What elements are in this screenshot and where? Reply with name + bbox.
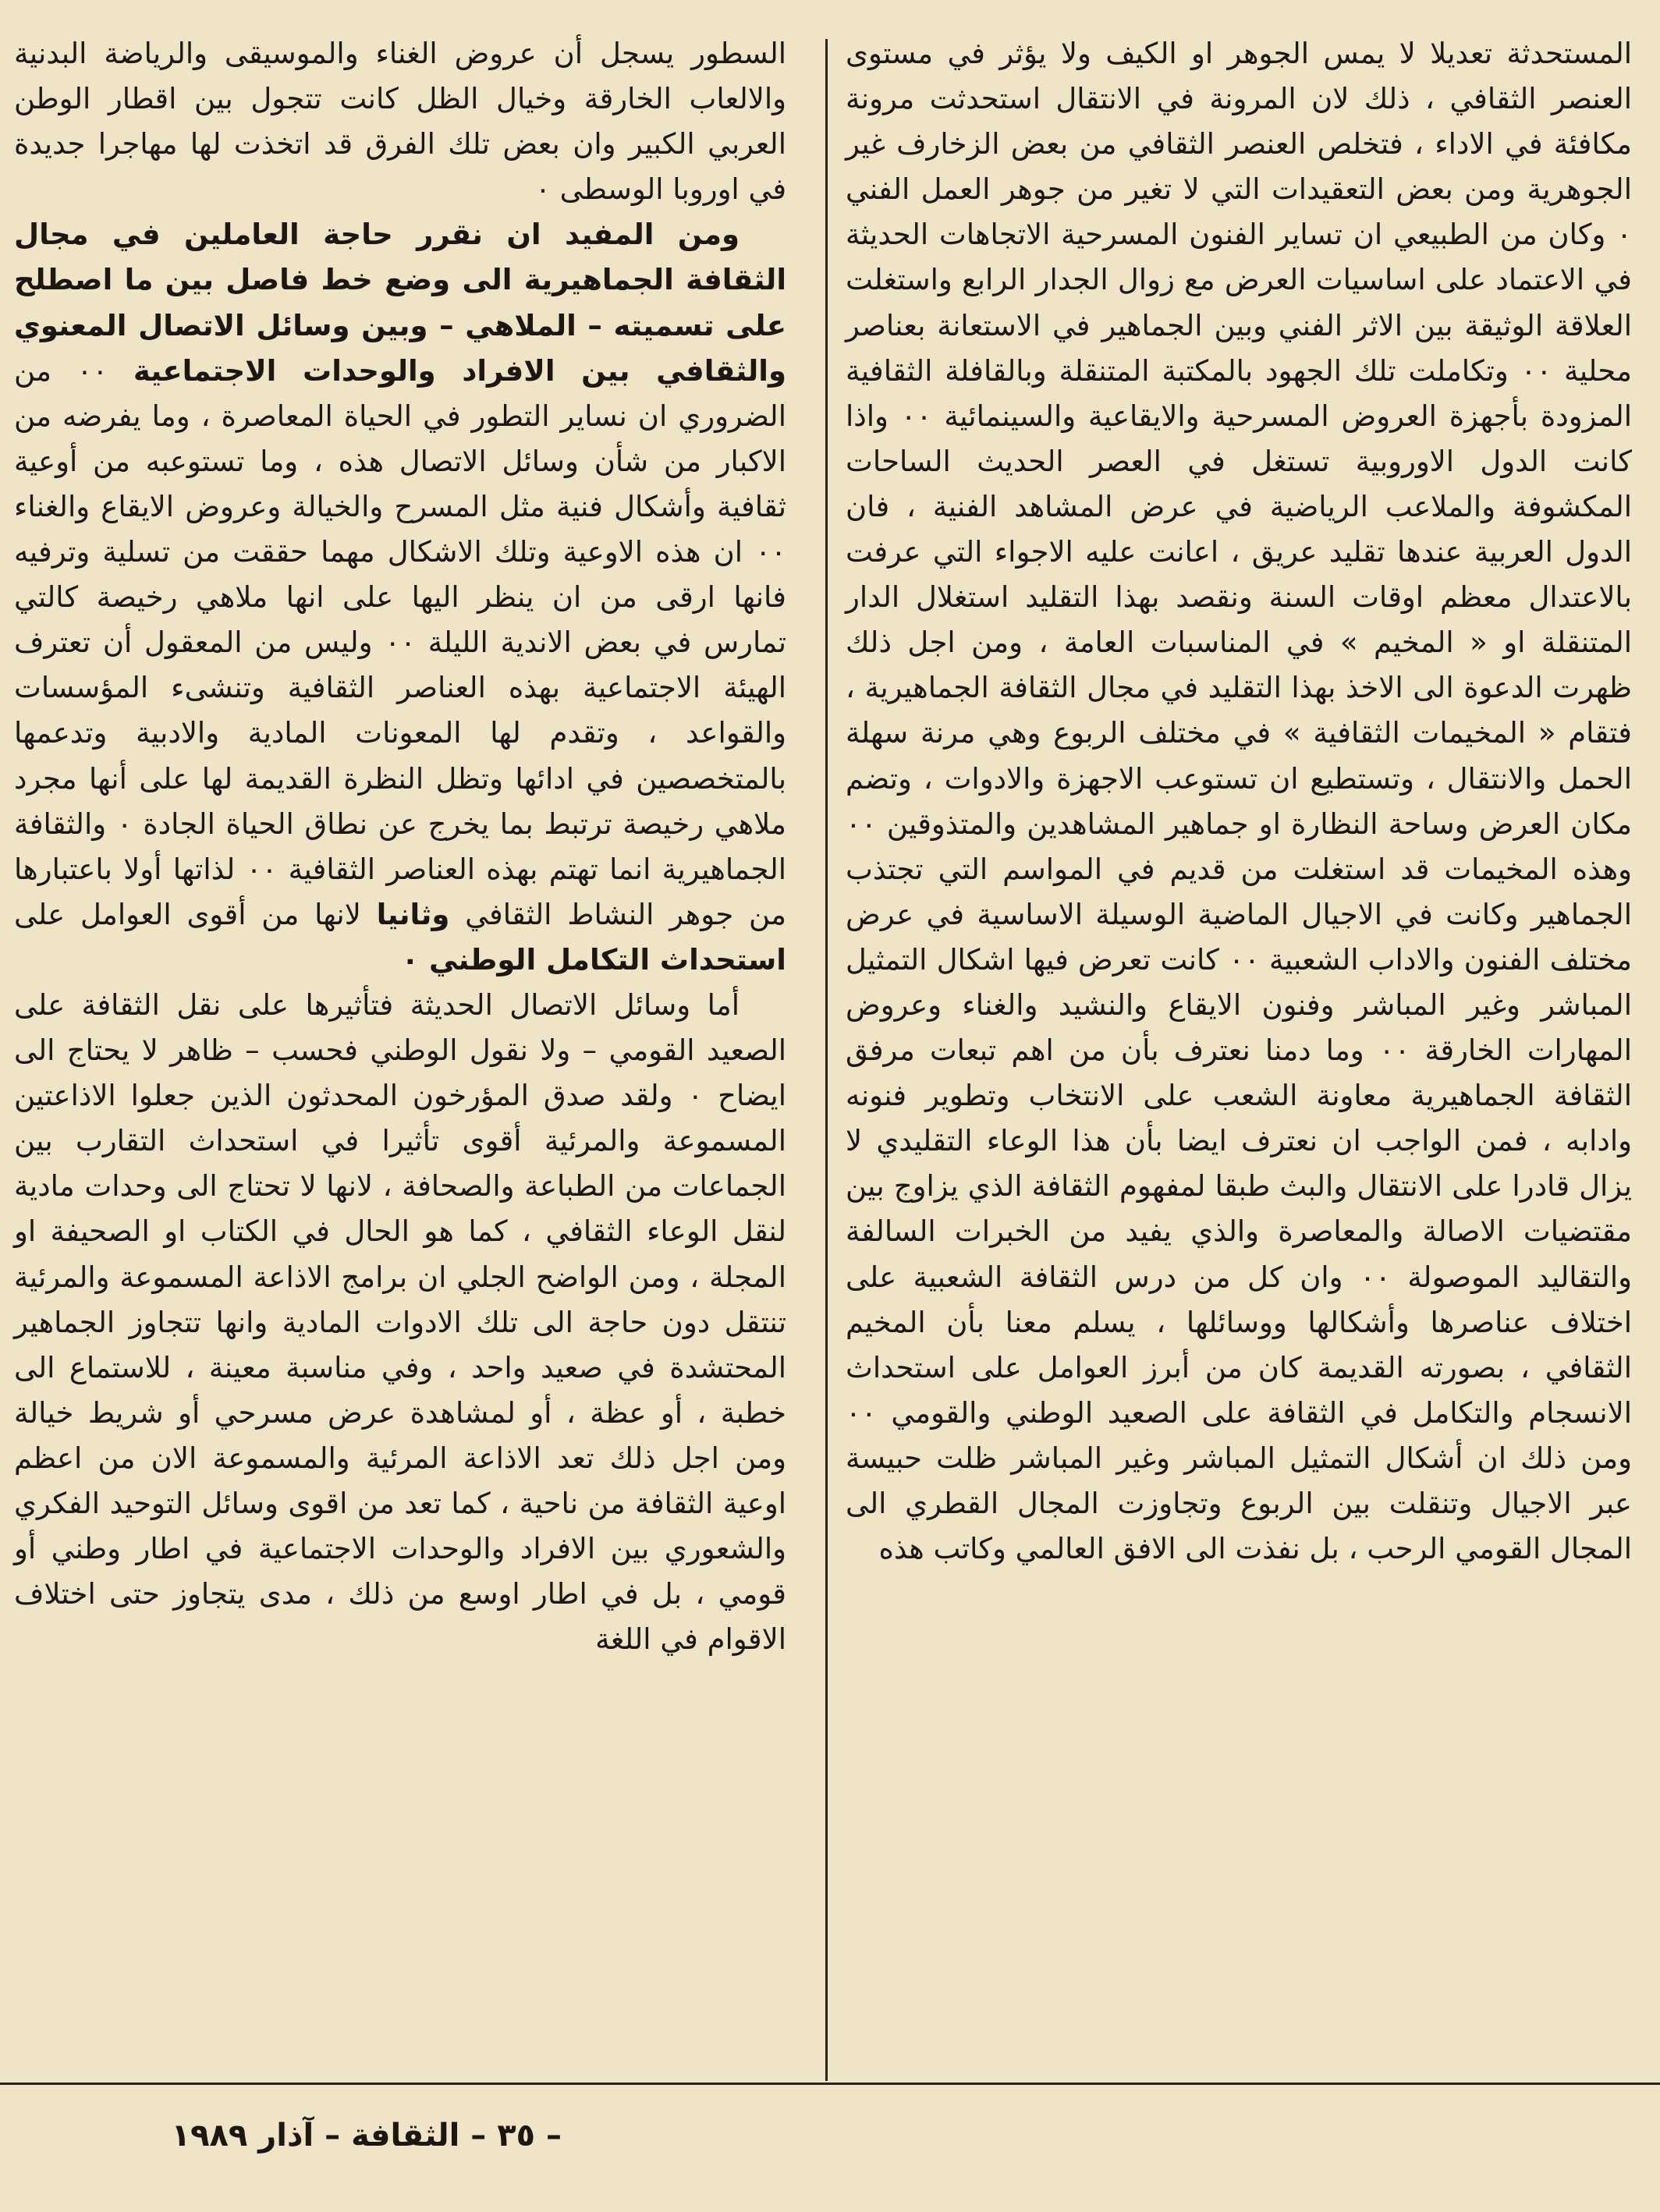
footer-rule: [0, 2083, 1660, 2085]
paragraph: السطور يسجل أن عروض الغناء والموسيقى والرياضة البدنية والالعاب الخارقة وخيال الظل كانت تتجول بين اقطار الوطن العربي الكبير وان بعض تلك الفرق قد اتخذت لها مهاجرا جديدة في اوروبا الوسطى ٠: [14, 37, 786, 207]
paragraph: أما وسائل الاتصال الحديثة فتأثيرها على نقل الثقافة على الصعيد القومي – ولا نقول الوطني فحسب – ظاهر لا يحتاج الى ايضاح ٠ ولقد صدق المؤرخون المحدثون الذين جعلوا الاذاعتين المسموعة والمرئية أقوى تأثيرا في استحداث التقارب بين الجماعات من الطباعة والصحافة ، لانها لا تحتاج الى وحدات مادية لنقل الوعاء الثقافي ، كما هو الحال في الكتاب او الصحيفة او المجلة ، ومن الواضح الجلي ان برامج الاذاعة المسموعة والمرئية تنتقل دون حاجة الى تلك الادوات المادية وانها تتجاوز الجماهير المحتشدة في صعيد واحد ، وفي مناسبة معينة ، للاستماع الى خطبة ، أو عظة ، أو لمشاهدة عرض مسرحي أو شريط خيالة ومن اجل ذلك تعد الاذاعة المرئية والمسموعة الان من اعظم اوعية الثقافة من ناحية ، كما تعد من اقوى وسائل التوحيد الفكري والشعوري بين الافراد والوحدات الاجتماعية في اطار وطني أو قومي ، بل في اطار اوسع من ذلك ، مدى يتجاوز حتى اختلاف الاقوام في اللغة: [14, 987, 786, 1657]
bold-text: استحداث التكامل الوطني ٠: [401, 942, 786, 977]
article-column-left: [14, 31, 786, 1662]
paragraph: [14, 212, 786, 983]
text-run: لانها من أقوى العوامل على: [14, 897, 377, 931]
bold-text: ومن المفيد ان نقرر حاجة العاملين في مجال الثقافة الجماهيرية الى وضع خط فاصل بين ما اصطلح على تسميته – الملاهي – وبين وسائل الاتصال المعنوي والثقافي بين الافراد والوحدات الاجتماعية: [14, 218, 786, 388]
article-column-right: [846, 31, 1632, 1572]
text-run: ٠٠ من الضروري ان نساير التطور في الحياة المعاصرة ، وما يفرضه من الاكبار من شأن وسائل الاتصال هذه ، وما تستوعبه من أوعية ثقافية وأشكال فنية مثل المسرح والخيالة وعروض الايقاع والغناء ٠٠ ان هذه الاوعية وتلك الاشكال مهما حققت من تسلية وترفيه فانها ارقى من ان ينظر اليها على انها ملاهي رخيصة كالتي تمارس في بعض الاندية الليلة ٠٠ وليس من المعقول أن تعترف الهيئة الاجتماعية بهذه العناصر الثقافية وتنشىء المؤسسات والقواعد ، وتقدم لها المعونات المادية والادبية وتدعمها بالمتخصصين في ادائها وتظل النظرة القديمة لها على أنها مجرد ملاهي رخيصة ترتبط بما يخرج عن نطاق الحياة الجادة ٠ والثقافة الجماهيرية انما تهتم بهذه العناصر الثقافية ٠٠ لذاتها أولا باعتبارها من جوهر النشاط الثقافي: [14, 353, 786, 931]
bold-text: وثانيا: [376, 897, 450, 931]
column-divider: [825, 39, 828, 2081]
paragraph: المستحدثة تعديلا لا يمس الجوهر او الكيف ولا يؤثر في مستوى العنصر الثقافي ، ذلك لان المرونة في الانتقال استحدثت مرونة مكافئة في الاداء ، فتخلص العنصر الثقافي من بعض الزخارف غير الجوهرية ومن بعض التعقيدات التي لا تغير من جوهر العمل الفني ٠ وكان من الطبيعي ان تساير الفنون المسرحية الاتجاهات الحديثة في الاعتماد على اساسيات العرض مع زوال الجدار الرابع واستغلت العلاقة الوثيقة بين الاثر الفني وبين الجماهير في الاستعانة بعناصر محلية ٠٠ وتكاملت تلك الجهود بالمكتبة المتنقلة وبالقافلة الثقافية المزودة بأجهزة العروض المسرحية والايقاعية والسينمائية ٠٠ واذا كانت الدول الاوروبية تستغل في العصر الحديث الساحات المكشوفة والملاعب الرياضية في عرض المشاهد الفنية ، فان الدول العربية عندها تقليد عريق ، اعانت عليه الاجواء التي عرفت بالاعتدال معظم اوقات السنة ونقصد بهذا التقليد استغلال الدار المتنقلة او « المخيم » في المناسبات العامة ، ومن اجل ذلك ظهرت الدعوة الى الاخذ بهذا التقليد في مجال الثقافة الجماهيرية ، فتقام « المخيمات الثقافية » في مختلف الربوع وهي مرنة سهلة الحمل والانتقال ، وتستطيع ان تستوعب الاجهزة والادوات ، وتضم مكان العرض وساحة النظارة او جماهير المشاهدين والمتذوقين ٠٠ وهذه المخيمات قد استغلت من قديم في المواسم التي تجتذب الجماهير وكانت في الاجيال الماضية الوسيلة الاساسية في عرض مختلف الفنون والاداب الشعبية ٠٠ كانت تعرض فيها اشكال التمثيل المباشر وغير المباشر وفنون الايقاع والنشيد والغناء وعروض المهارات الخارقة ٠٠ وما دمنا نعترف بأن من اهم تبعات مرفق الثقافة الجماهيرية معاونة الشعب على الانتخاب وتطوير فنونه وادابه ، فمن الواجب ان نعترف ايضا بأن هذا الوعاء التقليدي لا يزال قادرا على الانتقال والبث طبقا لمفهوم الثقافة الذي يزاوج بين مقتضيات الاصالة والمعاصرة والذي يفيد من الخبرات السالفة والتقاليد الموصولة ٠٠ وان كل من درس الثقافة الشعبية على اختلاف عناصرها وأشكالها ووسائلها ، يسلم معنا بأن المخيم الثقافي ، بصورته القديمة كان من أبرز العوامل على استحداث الانسجام والتكامل في الثقافة على الصعيد الوطني والقومي ٠٠ ومن ذلك ان أشكال التمثيل المباشر وغير المباشر ظلت حبيسة عبر الاجيال وتنقلت بين الربوع وتجاوزت المجال القطري الى المجال القومي الرحب ، بل نفذت الى الافق العالمي وكاتب هذه: [846, 37, 1633, 1566]
page-footer: – ٣٥ – الثقافة – آذار ١٩٨٩: [171, 2118, 562, 2154]
